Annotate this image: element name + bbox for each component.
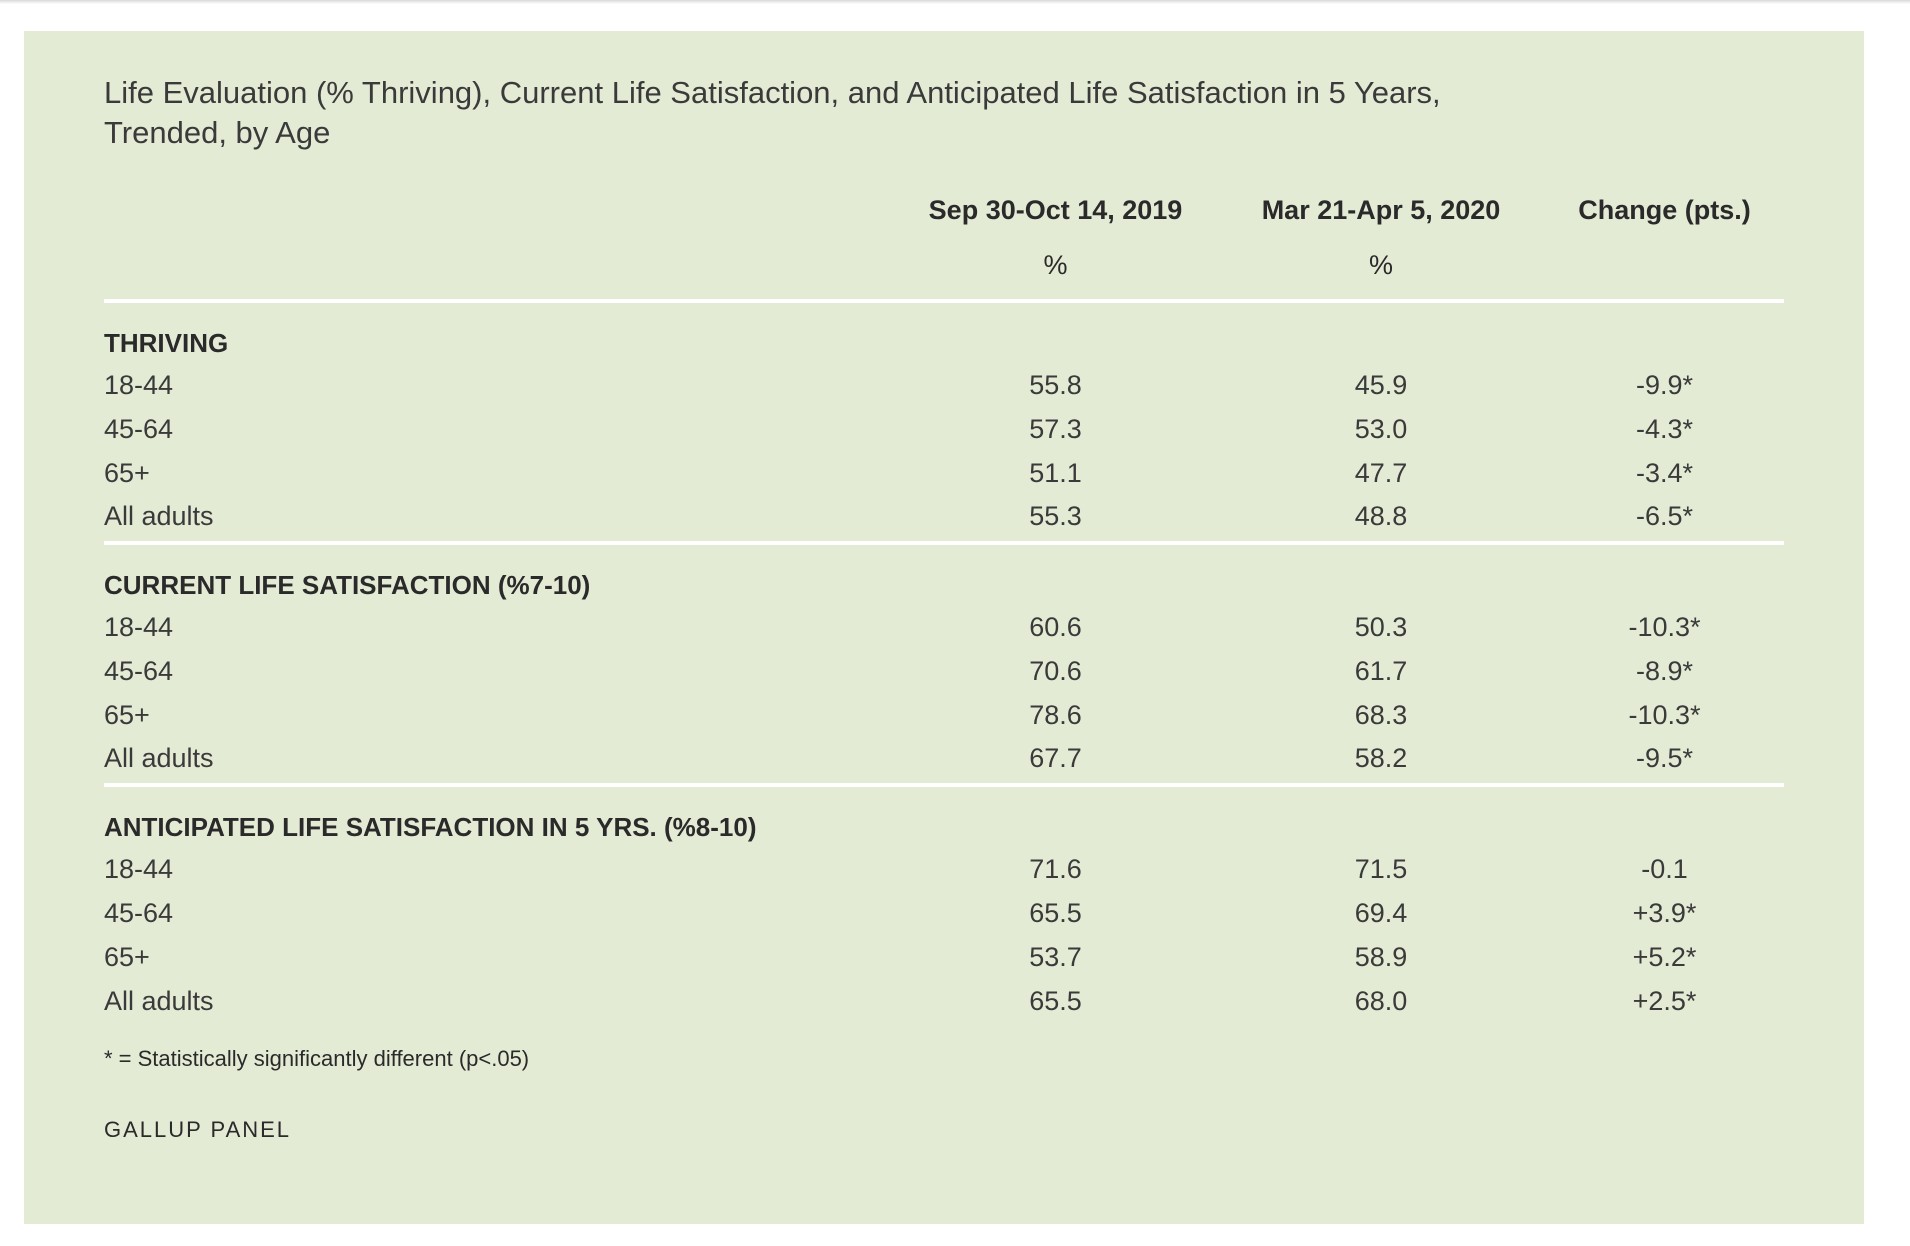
column-header-change: Change (pts.) xyxy=(1578,194,1751,225)
value-2020: 61.7 xyxy=(1354,655,1408,686)
change-value: -0.1 xyxy=(1641,853,1688,884)
age-group-label: 45-64 xyxy=(104,897,174,928)
age-group-label: 65+ xyxy=(104,699,150,730)
value-2019: 53.7 xyxy=(1029,941,1082,972)
value-2019: 55.3 xyxy=(894,495,1217,543)
results-table xyxy=(104,183,1784,1023)
age-group-label: 18-44 xyxy=(104,369,174,400)
table-row xyxy=(104,737,1784,785)
change-value: -10.3* xyxy=(1628,611,1701,642)
value-2019: 70.6 xyxy=(1029,655,1082,686)
value-2020: 58.2 xyxy=(1217,737,1545,785)
age-group-label: All adults xyxy=(104,495,894,543)
age-group-label: 18-44 xyxy=(104,853,174,884)
section-heading: THRIVING xyxy=(104,328,229,358)
change-value: -9.9* xyxy=(1635,369,1694,400)
table-row xyxy=(104,407,1784,451)
table-row xyxy=(104,935,1784,979)
age-group-label: 45-64 xyxy=(104,413,174,444)
value-2020: 53.0 xyxy=(1354,413,1408,444)
column-header-2019: Sep 30-Oct 14, 2019 xyxy=(928,194,1183,225)
unit-2020: % xyxy=(1217,237,1545,301)
table-row xyxy=(104,693,1784,737)
section-heading-row xyxy=(104,543,1784,605)
value-2019: 51.1 xyxy=(1029,457,1082,488)
table-title: Life Evaluation (% Thriving), Current Life Satisfaction, and Anticipated Life Satisfaction in 5 Years, Trended, by Age xyxy=(104,75,1441,150)
change-value: -4.3* xyxy=(1635,413,1694,444)
section-heading-row xyxy=(104,785,1784,847)
change-value: -3.4* xyxy=(1635,457,1694,488)
significance-footnote: * = Statistically significantly different (p<.05) xyxy=(104,1046,530,1071)
value-2019: 78.6 xyxy=(1029,699,1082,730)
table-panel xyxy=(24,31,1864,1224)
unit-2019: % xyxy=(894,237,1217,301)
age-group-label: 65+ xyxy=(104,457,150,488)
age-group-label: All adults xyxy=(104,985,214,1016)
column-header-2020: Mar 21-Apr 5, 2020 xyxy=(1261,194,1501,225)
table-row xyxy=(104,649,1784,693)
value-2020: 68.3 xyxy=(1354,699,1408,730)
change-value: +5.2* xyxy=(1632,941,1697,972)
value-2020: 69.4 xyxy=(1354,897,1408,928)
table-row xyxy=(104,495,1784,543)
unit-row xyxy=(104,237,1784,301)
value-2019: 55.8 xyxy=(1029,369,1082,400)
unit-change xyxy=(1545,237,1784,301)
table-row xyxy=(104,847,1784,891)
value-2019: 57.3 xyxy=(1029,413,1082,444)
age-group-label: 45-64 xyxy=(104,655,174,686)
label-unit-cell xyxy=(104,237,894,301)
source-label: GALLUP PANEL xyxy=(104,1117,292,1142)
change-value: -8.9* xyxy=(1635,655,1694,686)
change-value: +3.9* xyxy=(1632,897,1697,928)
value-2020: 68.0 xyxy=(1354,985,1408,1016)
table-row xyxy=(104,363,1784,407)
value-2020: 45.9 xyxy=(1354,369,1408,400)
column-header-row xyxy=(104,183,1784,237)
table-row xyxy=(104,605,1784,649)
value-2020: 48.8 xyxy=(1217,495,1545,543)
value-2020: 47.7 xyxy=(1354,457,1408,488)
age-group-label: 65+ xyxy=(104,941,150,972)
change-value: -9.5* xyxy=(1545,737,1784,785)
table-body xyxy=(104,301,1784,1023)
value-2019: 60.6 xyxy=(1029,611,1082,642)
table-row xyxy=(104,451,1784,495)
change-value: -6.5* xyxy=(1545,495,1784,543)
age-group-label: All adults xyxy=(104,737,894,785)
value-2020: 58.9 xyxy=(1354,941,1408,972)
value-2020: 50.3 xyxy=(1354,611,1408,642)
change-value: +2.5* xyxy=(1632,985,1697,1016)
change-value: -10.3* xyxy=(1628,699,1701,730)
section-heading: CURRENT LIFE SATISFACTION (%7-10) xyxy=(104,570,591,600)
label-column-header xyxy=(104,183,894,237)
age-group-label: 18-44 xyxy=(104,611,174,642)
value-2019: 65.5 xyxy=(1029,897,1082,928)
table-row xyxy=(104,891,1784,935)
section-heading-row xyxy=(104,301,1784,363)
page-top-shadow xyxy=(0,0,1910,4)
value-2019: 71.6 xyxy=(1029,853,1082,884)
value-2020: 71.5 xyxy=(1354,853,1408,884)
section-heading: ANTICIPATED LIFE SATISFACTION IN 5 YRS. (%8-10) xyxy=(104,812,757,842)
value-2019: 65.5 xyxy=(1029,985,1082,1016)
table-row xyxy=(104,979,1784,1023)
value-2019: 67.7 xyxy=(894,737,1217,785)
